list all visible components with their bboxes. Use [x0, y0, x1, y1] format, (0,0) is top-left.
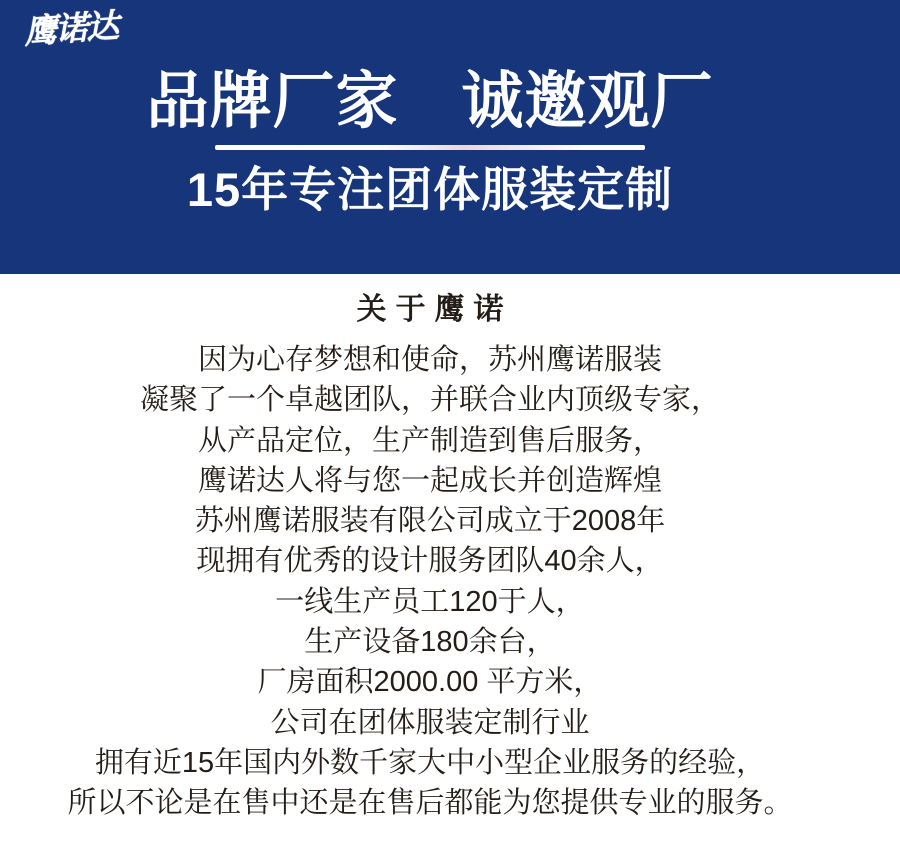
about-line: 凝聚了一个卓越团队，并联合业内顶级专家， — [139, 384, 720, 417]
about-line: 所以不论是在售中还是在售后都能为您提供专业的服务。 — [67, 787, 793, 820]
about-heading: 关于鹰诺 — [356, 293, 513, 326]
about-line: 从产品定位，生产制造到售后服务， — [197, 424, 662, 457]
title-divider-line — [215, 145, 645, 150]
about-line: 厂房面积2000.00 平方米， — [257, 666, 603, 699]
header-banner — [0, 0, 900, 274]
about-line: 公司在团体服装定制行业 — [270, 706, 590, 739]
about-line: 苏州鹰诺服装有限公司成立于2008年 — [194, 505, 666, 538]
about-line: 一线生产员工120于人， — [275, 585, 585, 618]
subtitle: 15年专注团体服装定制 — [186, 163, 674, 216]
main-title: 品牌厂家 诚邀观厂 — [146, 67, 714, 136]
about-line: 拥有近15年国内外数千家大中小型企业服务的经验， — [94, 746, 766, 779]
about-section — [0, 274, 860, 824]
about-text-block — [0, 340, 860, 824]
about-line: 鹰诺达人将与您一起成长并创造辉煌 — [197, 464, 662, 497]
about-line: 生产设备180余台， — [304, 626, 556, 659]
header-content — [0, 0, 860, 216]
about-line: 现拥有优秀的设计服务团队40余人， — [196, 545, 664, 578]
brand-logo: 鹰诺达 — [22, 5, 119, 52]
about-line: 因为心存梦想和使命，苏州鹰诺服装 — [197, 344, 662, 376]
